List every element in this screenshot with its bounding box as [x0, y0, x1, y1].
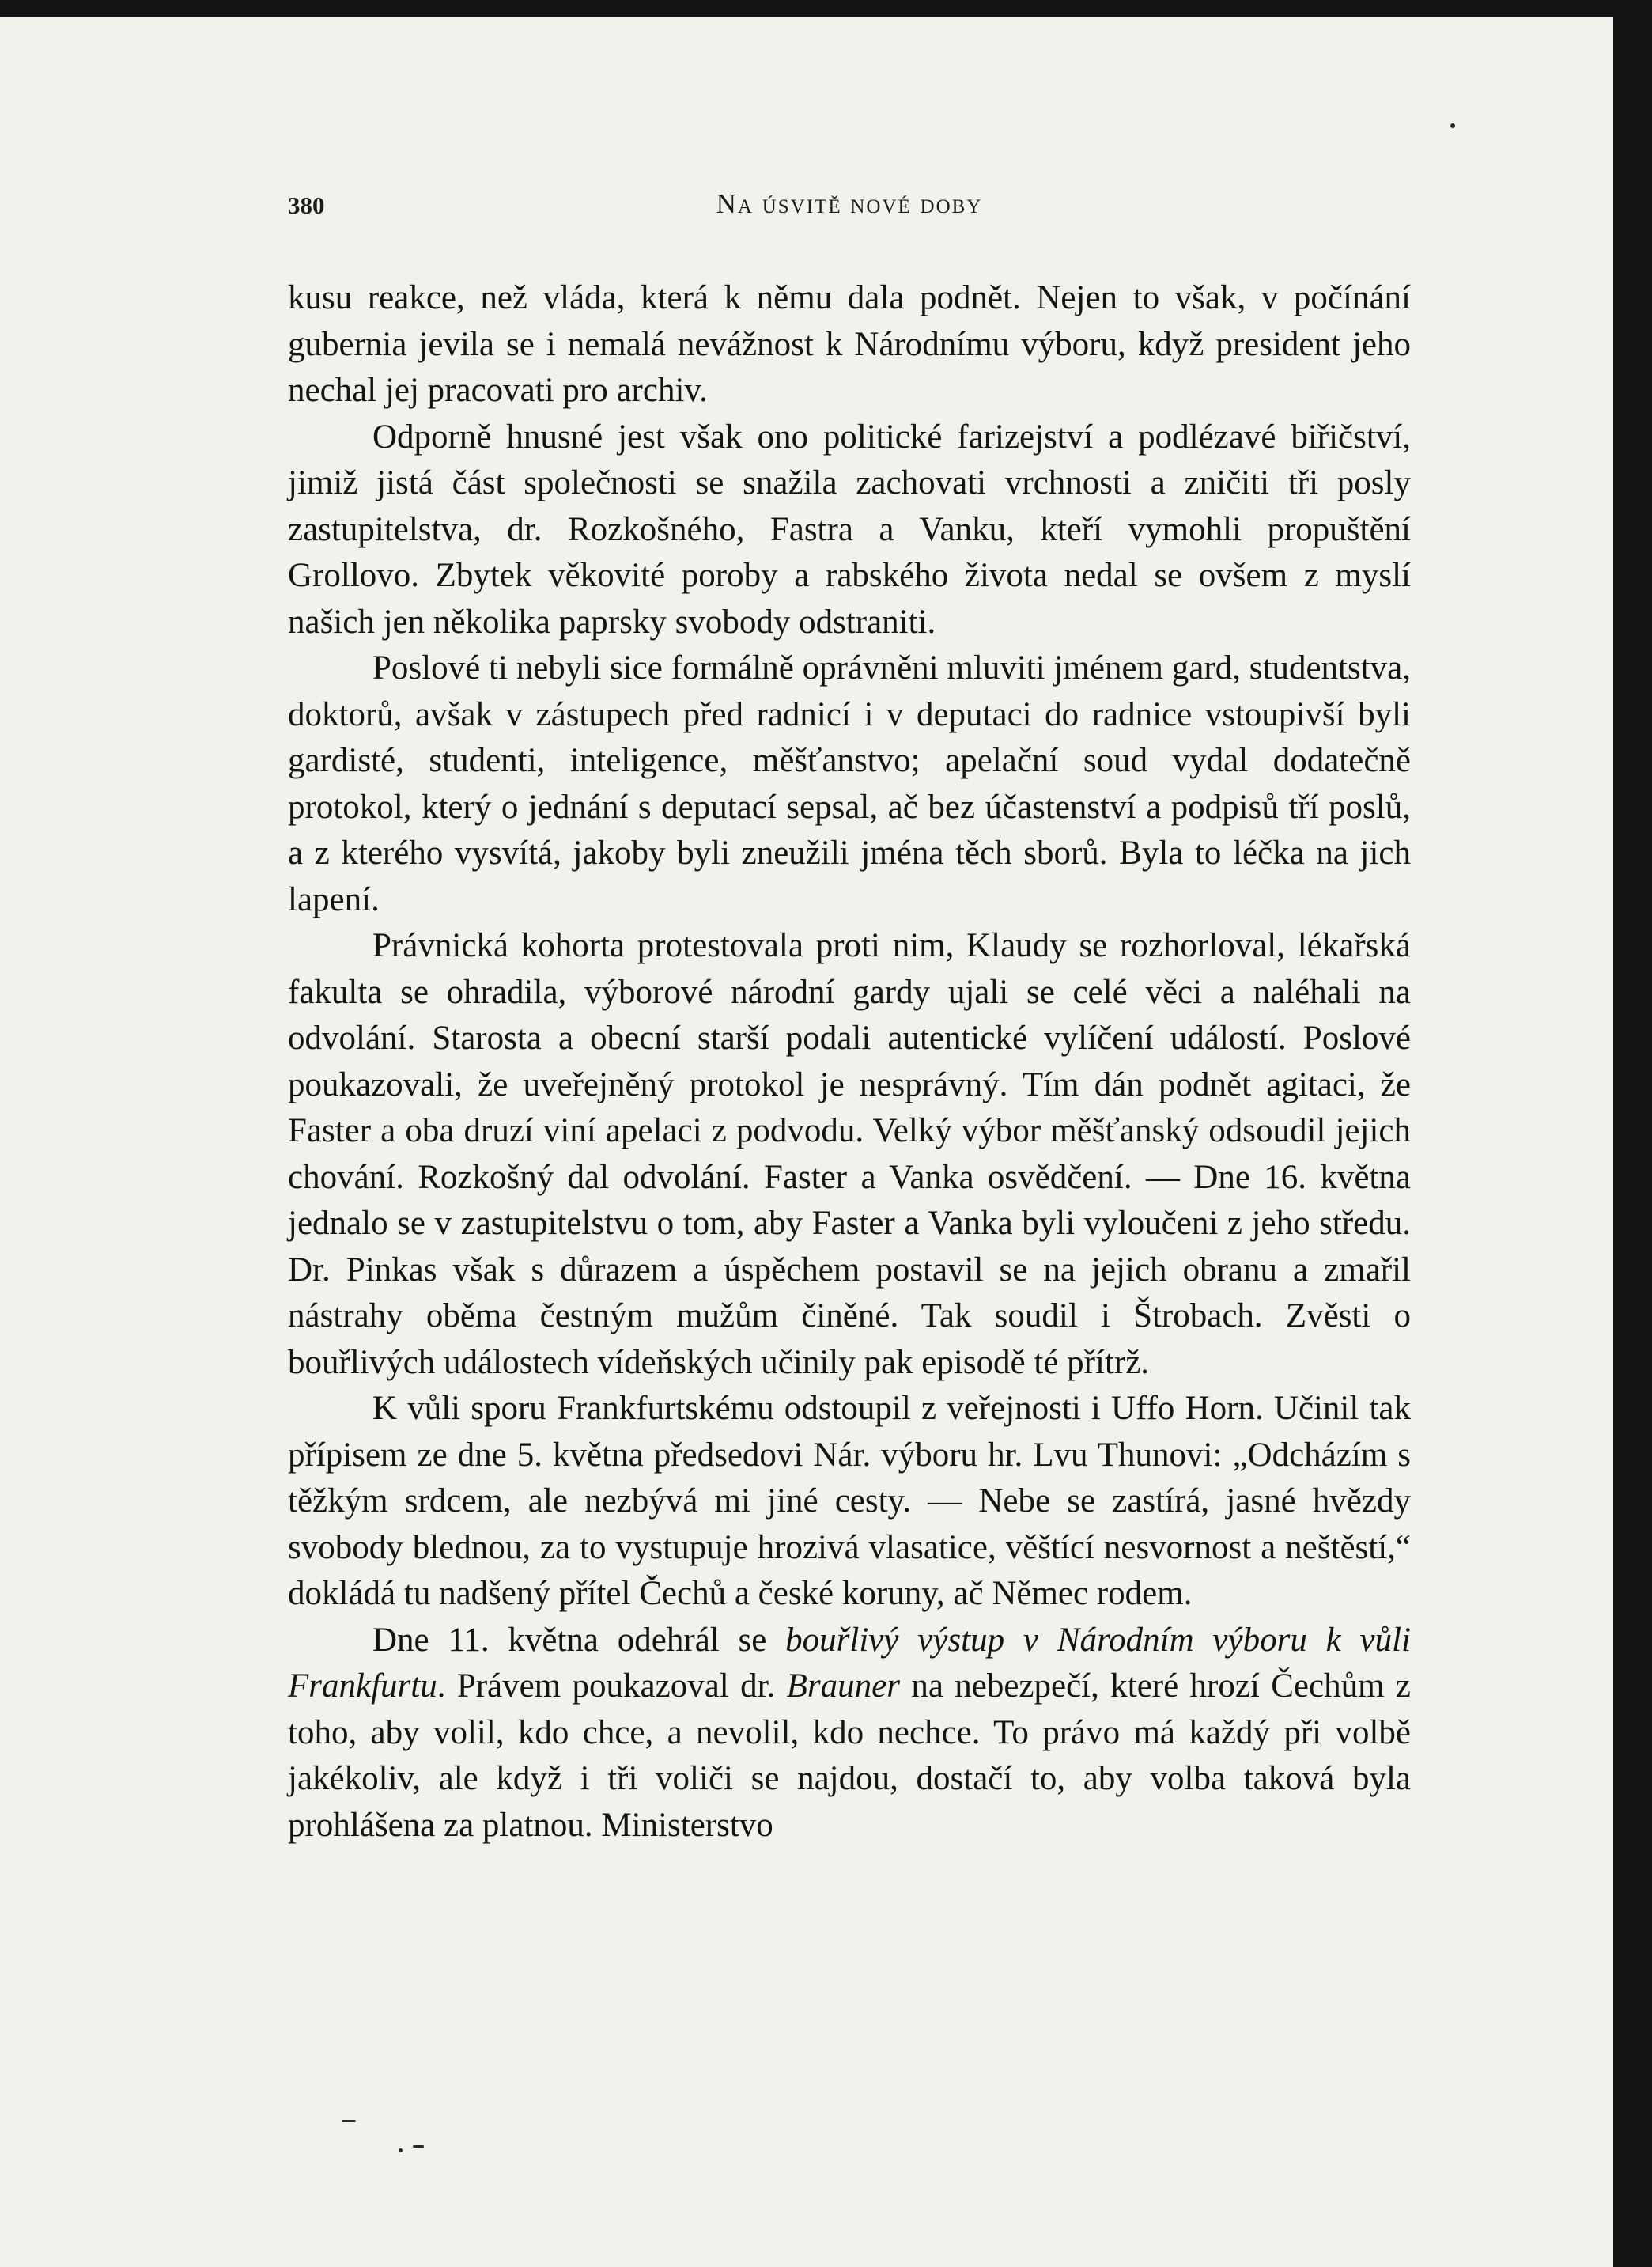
scan-speck — [413, 2145, 424, 2148]
text-segment: . Právem poukazoval dr. — [437, 1667, 787, 1705]
paragraph — [288, 923, 1411, 1386]
italic-text: Brauner — [786, 1667, 900, 1705]
body-text — [288, 275, 1411, 1849]
scan-speck — [342, 2120, 356, 2122]
text-segment: Poslové ti nebyli sice formálně oprávněni mluviti jménem gard, studentstva, doktorů, avšak v zástupech před radnicí i v deputaci do radnice vstoupivší byli gardisté, studenti, inteligence, měšťanstvo; apelační soud vydal dodatečně protokol, který o jednání s deputací sepsal, ač bez účastenství a podpisů tří poslů, a z kterého vysvítá, jakoby byli zneužili jména těch sborů. Byla to léčka na jich lapení. — [288, 649, 1411, 918]
paragraph — [288, 1386, 1411, 1618]
page-header — [288, 180, 1411, 228]
page-number: 380 — [288, 191, 325, 219]
text-segment: Právnická kohorta protestovala proti nim, Klaudy se rozhorloval, lékařská fakulta se ohradila, výborové národní gardy ujali se celé věci a naléhali na odvolání. Starosta a obecní starší podali autentické vylíčení událostí. Poslové poukazovali, že uveřejněný protokol je nesprávný. Tím dán podnět agitaci, že Faster a oba druzí viní apelaci z podvodu. Velký výbor měšťanský odsoudil jejich chování. Rozkošný dal odvolání. Faster a Vanka osvědčení. — Dne 16. května jednalo se v zastupitelstvu o tom, aby Faster a Vanka byli vyloučeni z jeho středu. Dr. Pinkas však s důrazem a úspěchem postavil se na jejich obranu a zmařil nástrahy oběma čestným mužům činěné. Tak soudil i Štrobach. Zvěsti o bouřlivých událostech vídeňských učinily pak episodě té přítrž. — [288, 927, 1411, 1381]
text-segment: Dne 11. května odehrál se — [372, 1621, 786, 1659]
paragraph — [288, 414, 1411, 646]
text-segment: Odporně hnusné jest však ono politické farizejství a podlézavé biřičství, jimiž jistá část společnosti se snažila zachovati vrchnosti a zničiti tři posly zastupitelstva, dr. Rozkošného, Fastra a Vanku, kteří vymohli propuštění Grollovo. Zbytek věkovité poroby a rabského života nedal se ovšem z myslí našich jen několika paprsky svobody odstraniti. — [288, 418, 1411, 641]
italic-text: bouřlivý výstup v Národním výboru k vůli Frankfurtu — [288, 1621, 1411, 1705]
text-segment: kusu reakce, než vláda, která k němu dala podnět. Nejen to však, v počínání gubernia jevila se i nemalá nevážnost k Národnímu výboru, když president jeho nechal jej pracovati pro archiv. — [288, 279, 1411, 409]
text-segment: na nebezpečí, které hrozí Čechům z toho, aby volil, kdo chce, a nevolil, kdo nechce. To právo má každý při volbě jakékoliv, ale když i tři voliči se najdou, dostačí to, aby volba taková byla prohlášena za platnou. Ministerstvo — [288, 1667, 1411, 1844]
scan-speck — [399, 2148, 403, 2152]
paragraph — [288, 275, 1411, 414]
scan-speck — [1450, 123, 1455, 128]
paragraph — [288, 645, 1411, 923]
book-page — [0, 17, 1613, 2267]
running-title: Na úsvitě nové doby — [716, 188, 983, 219]
text-segment: K vůli sporu Frankfurtskému odstoupil z veřejnosti i Uffo Horn. Učinil tak přípisem ze dne 5. května předsedovi Nár. výboru hr. Lvu Thunovi: „Odcházím s těžkým srdcem, ale nezbývá mi jiné cesty. — Nebe se zastírá, jasné hvězdy svobody blednou, za to vystupuje hrozivá vlasatice, věštící nesvornost a neštěstí,“ dokládá tu nadšený přítel Čechů a české koruny, ač Němec rodem. — [288, 1390, 1411, 1612]
paragraph — [288, 1618, 1411, 1849]
